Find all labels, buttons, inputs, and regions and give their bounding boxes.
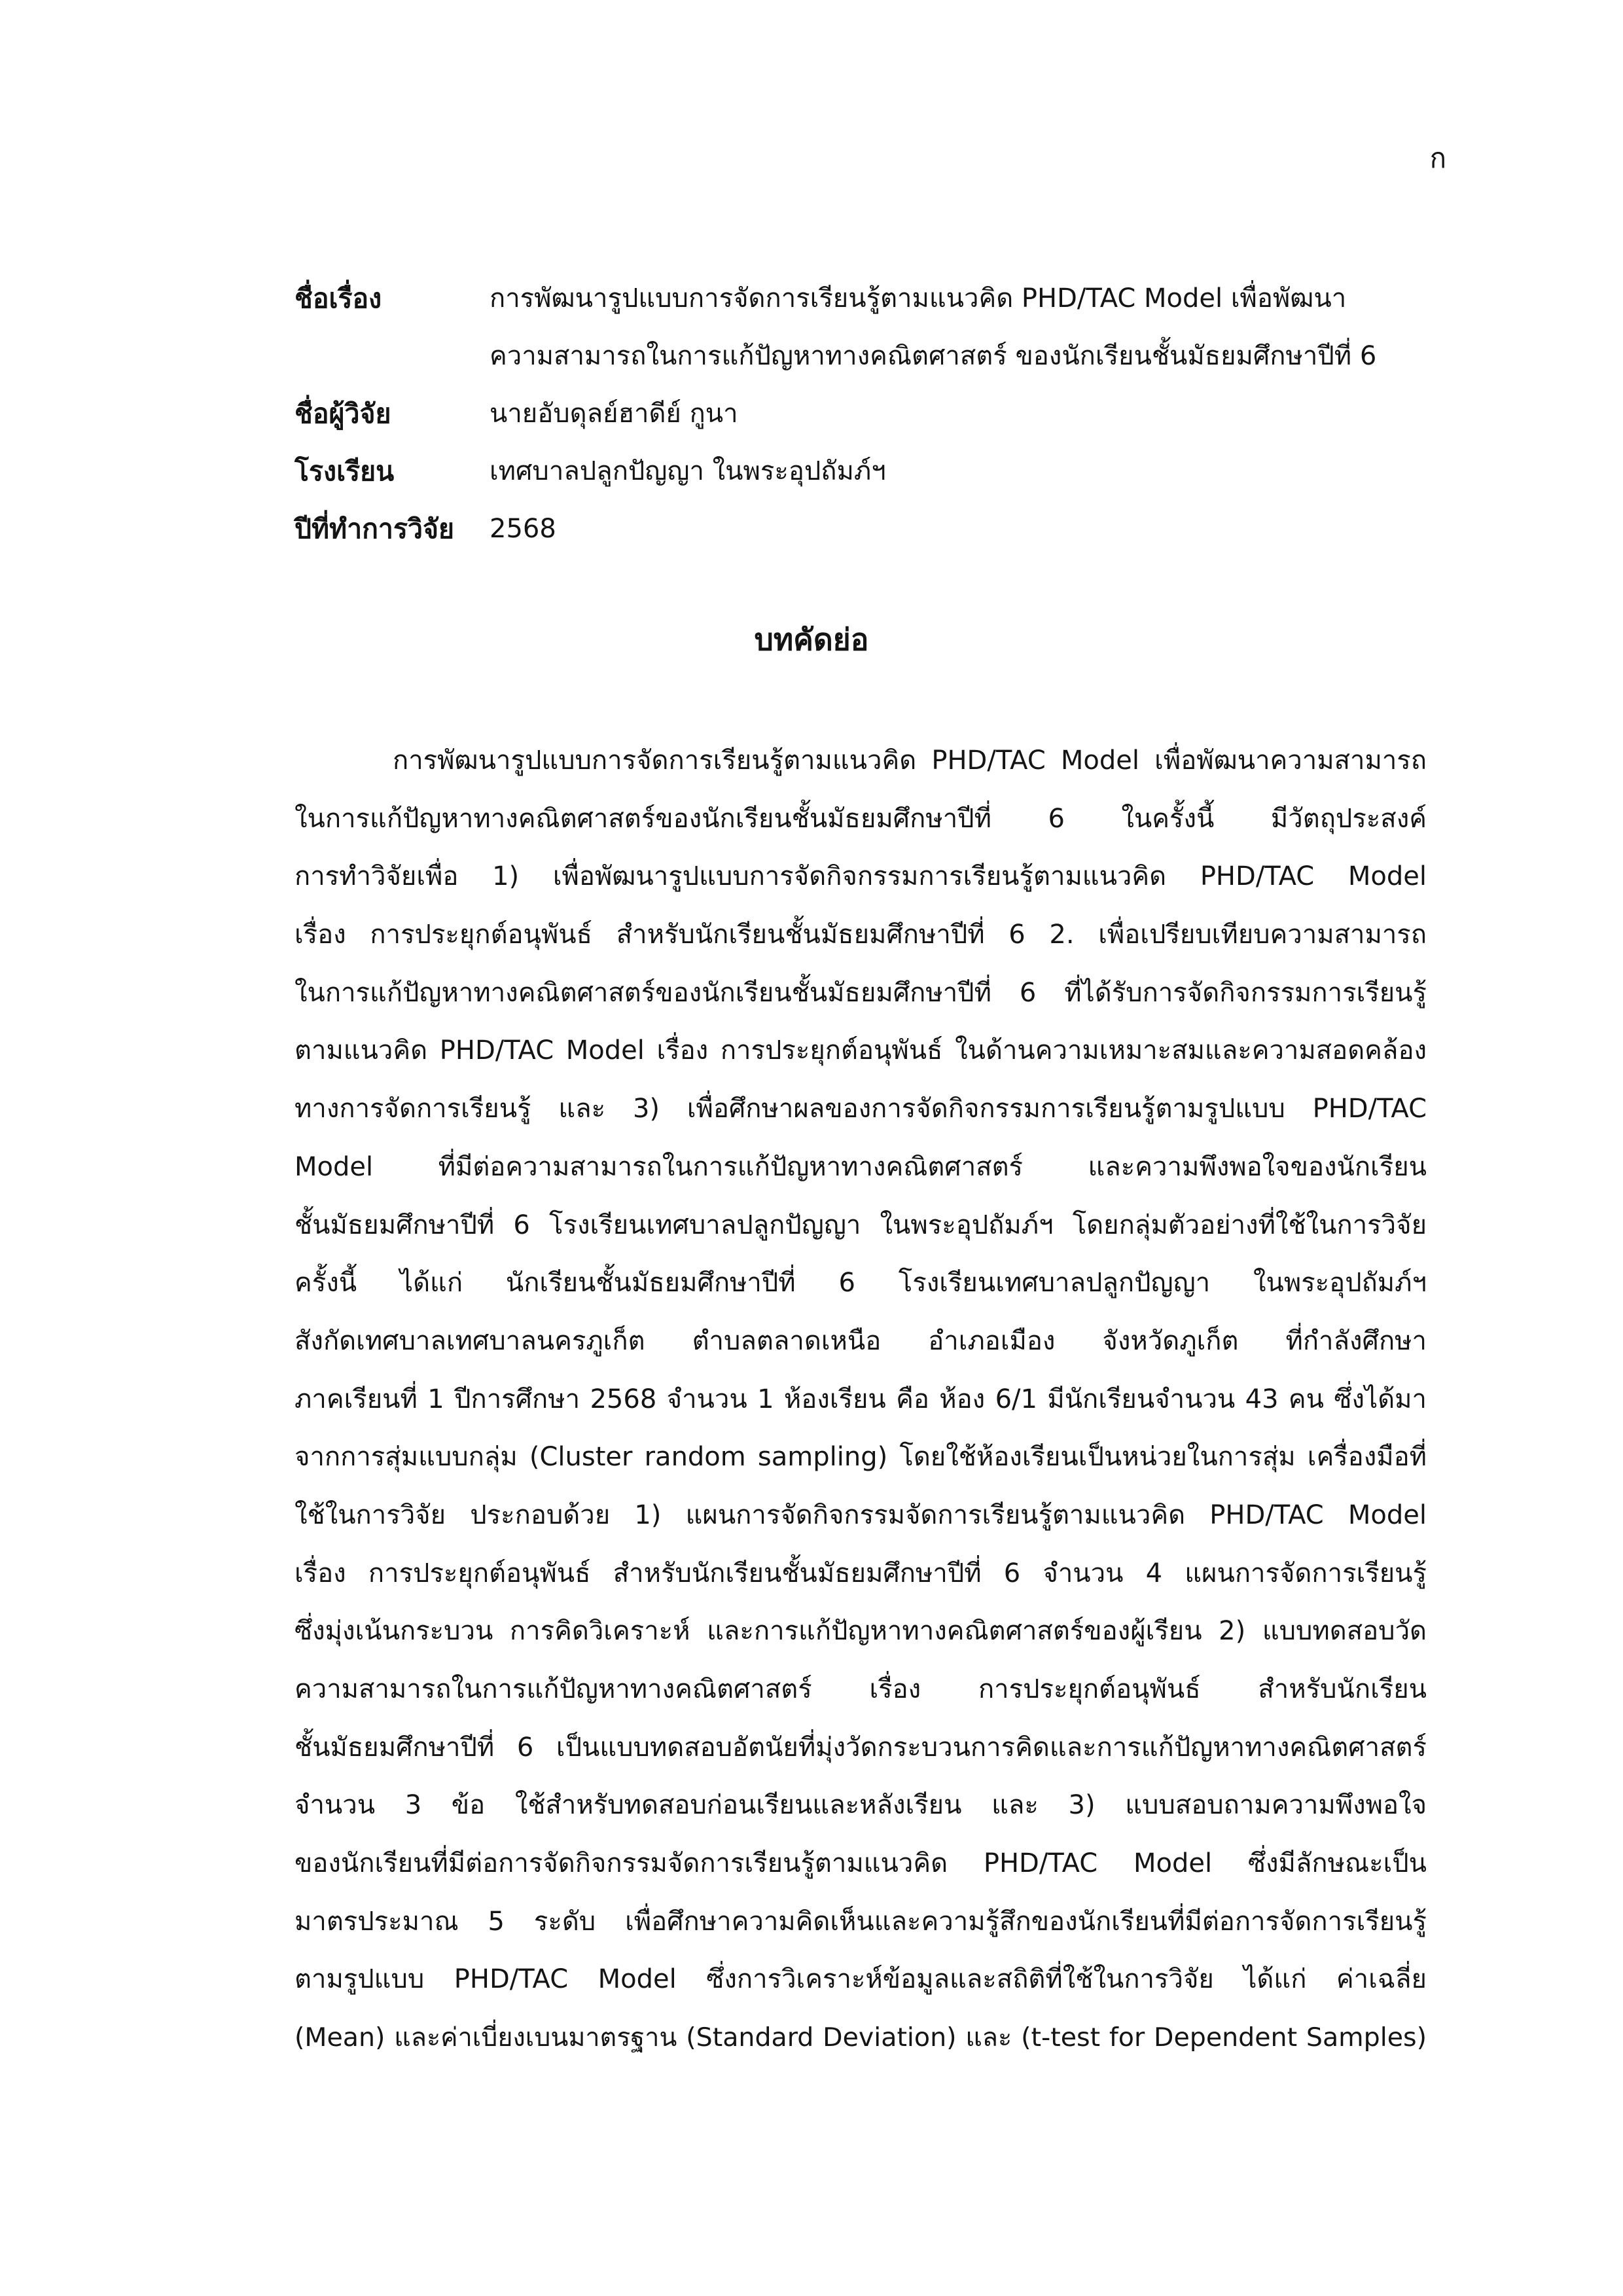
page-number: ก	[1429, 142, 1446, 174]
abstract-line: ของนักเรียนที่มีต่อการจัดกิจกรรมจัดการเรียนรู้ตามแนวคิด PHD/TAC Model ซึ่งมีลักษณะเป็น	[294, 1848, 1427, 1879]
abstract-line: ตามแนวคิด PHD/TAC Model เรื่อง การประยุกต์อนุพันธ์ ในด้านความเหมาะสมและความสอดคล้อง	[294, 1035, 1427, 1066]
abstract-body	[294, 732, 1427, 2067]
abstract-line: มาตรประมาณ 5 ระดับ เพื่อศึกษาความคิดเห็นและความรู้สึกของนักเรียนที่มีต่อการจัดการเรียนรู้	[294, 1906, 1427, 1937]
year-label: ปีที่ทำการวิจัย	[294, 513, 455, 545]
abstract-line: Model ที่มีต่อความสามารถในการแก้ปัญหาทางคณิตศาสตร์ และความพึงพอใจของนักเรียน	[294, 1151, 1427, 1182]
abstract-line: การทำวิจัยเพื่อ 1) เพื่อพัฒนารูปแบบการจัดกิจกรรมการเรียนรู้ตามแนวคิด PHD/TAC Model	[294, 861, 1427, 892]
school-label: โรงเรียน	[294, 456, 395, 487]
abstract-line: เรื่อง การประยุกต์อนุพันธ์ สำหรับนักเรียนชั้นมัธยมศึกษาปีที่ 6 จำนวน 4 แผนการจัดการเรียนรู้	[294, 1558, 1427, 1588]
abstract-line: จากการสุ่มแบบกลุ่ม (Cluster random sampling) โดยใช้ห้องเรียนเป็นหน่วยในการสุ่ม เครื่องมือที่	[294, 1442, 1427, 1473]
abstract-line: ชั้นมัธยมศึกษาปีที่ 6 เป็นแบบทดสอบอัตนัยที่มุ่งวัดกระบวนการคิดและการแก้ปัญหาทางคณิตศาสตร์	[294, 1732, 1427, 1763]
school-row	[294, 442, 1427, 500]
title-label: ชื่อเรื่อง	[294, 283, 382, 314]
researcher-row	[294, 385, 1427, 442]
researcher-label: ชื่อผู้วิจัย	[294, 398, 391, 429]
abstract-line: ใช้ในการวิจัย ประกอบด้วย 1) แผนการจัดกิจกรรมจัดการเรียนรู้ตามแนวคิด PHD/TAC Model	[294, 1499, 1427, 1530]
abstract-line: ทางการจัดการเรียนรู้ และ 3) เพื่อศึกษาผลของการจัดกิจกรรมการเรียนรู้ตามรูปแบบ PHD/TAC	[294, 1094, 1427, 1124]
abstract-line: ความสามารถในการแก้ปัญหาทางคณิตศาสตร์ เรื่อง การประยุกต์อนุพันธ์ สำหรับนักเรียน	[294, 1674, 1427, 1704]
abstract-line: ภาคเรียนที่ 1 ปีการศึกษา 2568 จำนวน 1 ห้องเรียน คือ ห้อง 6/1 มีนักเรียนจำนวน 43 คน ซึ่งได้มา	[294, 1384, 1427, 1414]
title-value	[490, 270, 1427, 385]
abstract-heading: บทคัดย่อ	[754, 622, 869, 657]
title-line: การพัฒนารูปแบบการจัดการเรียนรู้ตามแนวคิด PHD/TAC Model เพื่อพัฒนา	[490, 283, 1347, 314]
abstract-line: สังกัดเทศบาลเทศบาลนครภูเก็ต ตำบลตลาดเหนือ อำเภอเมือง จังหวัดภูเก็ต ที่กำลังศึกษา	[294, 1325, 1427, 1356]
abstract-line: ตามรูปแบบ PHD/TAC Model ซึ่งการวิเคราะห์ข้อมูลและสถิติที่ใช้ในการวิจัย ได้แก่ ค่าเฉลี่ย	[294, 1964, 1427, 1995]
abstract-line: (Mean) และค่าเบี่ยงเบนมาตรฐาน (Standard Deviation) และ (t-test for Dependent Samples)	[294, 2022, 1427, 2053]
abstract-line: การพัฒนารูปแบบการจัดการเรียนรู้ตามแนวคิด PHD/TAC Model เพื่อพัฒนาความสามารถ	[393, 745, 1427, 776]
year-value: 2568	[490, 514, 556, 544]
abstract-line: ชั้นมัธยมศึกษาปีที่ 6 โรงเรียนเทศบาลปลูกปัญญา ในพระอุปถัมภ์ฯ โดยกลุ่มตัวอย่างที่ใช้ในการวิจัย	[294, 1210, 1427, 1240]
abstract-line: ซึ่งมุ่งเน้นกระบวน การคิดวิเคราะห์ และการแก้ปัญหาทางคณิตศาสตร์ของผู้เรียน 2) แบบทดสอบวัด	[294, 1616, 1427, 1647]
year-row	[294, 500, 1427, 558]
school-value: เทศบาลปลูกปัญญา ในพระอุปถัมภ์ฯ	[490, 456, 886, 486]
abstract-line: ในการแก้ปัญหาทางคณิตศาสตร์ของนักเรียนชั้นมัธยมศึกษาปีที่ 6 ที่ได้รับการจัดกิจกรรมการเรียนรู้	[294, 977, 1427, 1008]
abstract-line: จำนวน 3 ข้อ ใช้สำหรับทดสอบก่อนเรียนและหลังเรียน และ 3) แบบสอบถามความพึงพอใจ	[294, 1790, 1427, 1821]
researcher-value: นายอับดุลย์ฮาดีย์ กูนา	[490, 399, 738, 429]
title-line: ความสามารถในการแก้ปัญหาทางคณิตศาสตร์ ของนักเรียนชั้นมัธยมศึกษาปีที่ 6	[490, 341, 1377, 371]
abstract-line: ในการแก้ปัญหาทางคณิตศาสตร์ของนักเรียนชั้นมัธยมศึกษาปีที่ 6 ในครั้งนี้ มีวัตถุประสงค์	[294, 803, 1427, 834]
metadata-block	[294, 270, 1427, 558]
abstract-line: ครั้งนี้ ได้แก่ นักเรียนชั้นมัธยมศึกษาปีที่ 6 โรงเรียนเทศบาลปลูกปัญญา ในพระอุปถัมภ์ฯ	[294, 1268, 1427, 1299]
title-row	[294, 270, 1427, 385]
abstract-line: เรื่อง การประยุกต์อนุพันธ์ สำหรับนักเรียนชั้นมัธยมศึกษาปีที่ 6 2. เพื่อเปรียบเทียบความสามารถ	[294, 920, 1427, 950]
